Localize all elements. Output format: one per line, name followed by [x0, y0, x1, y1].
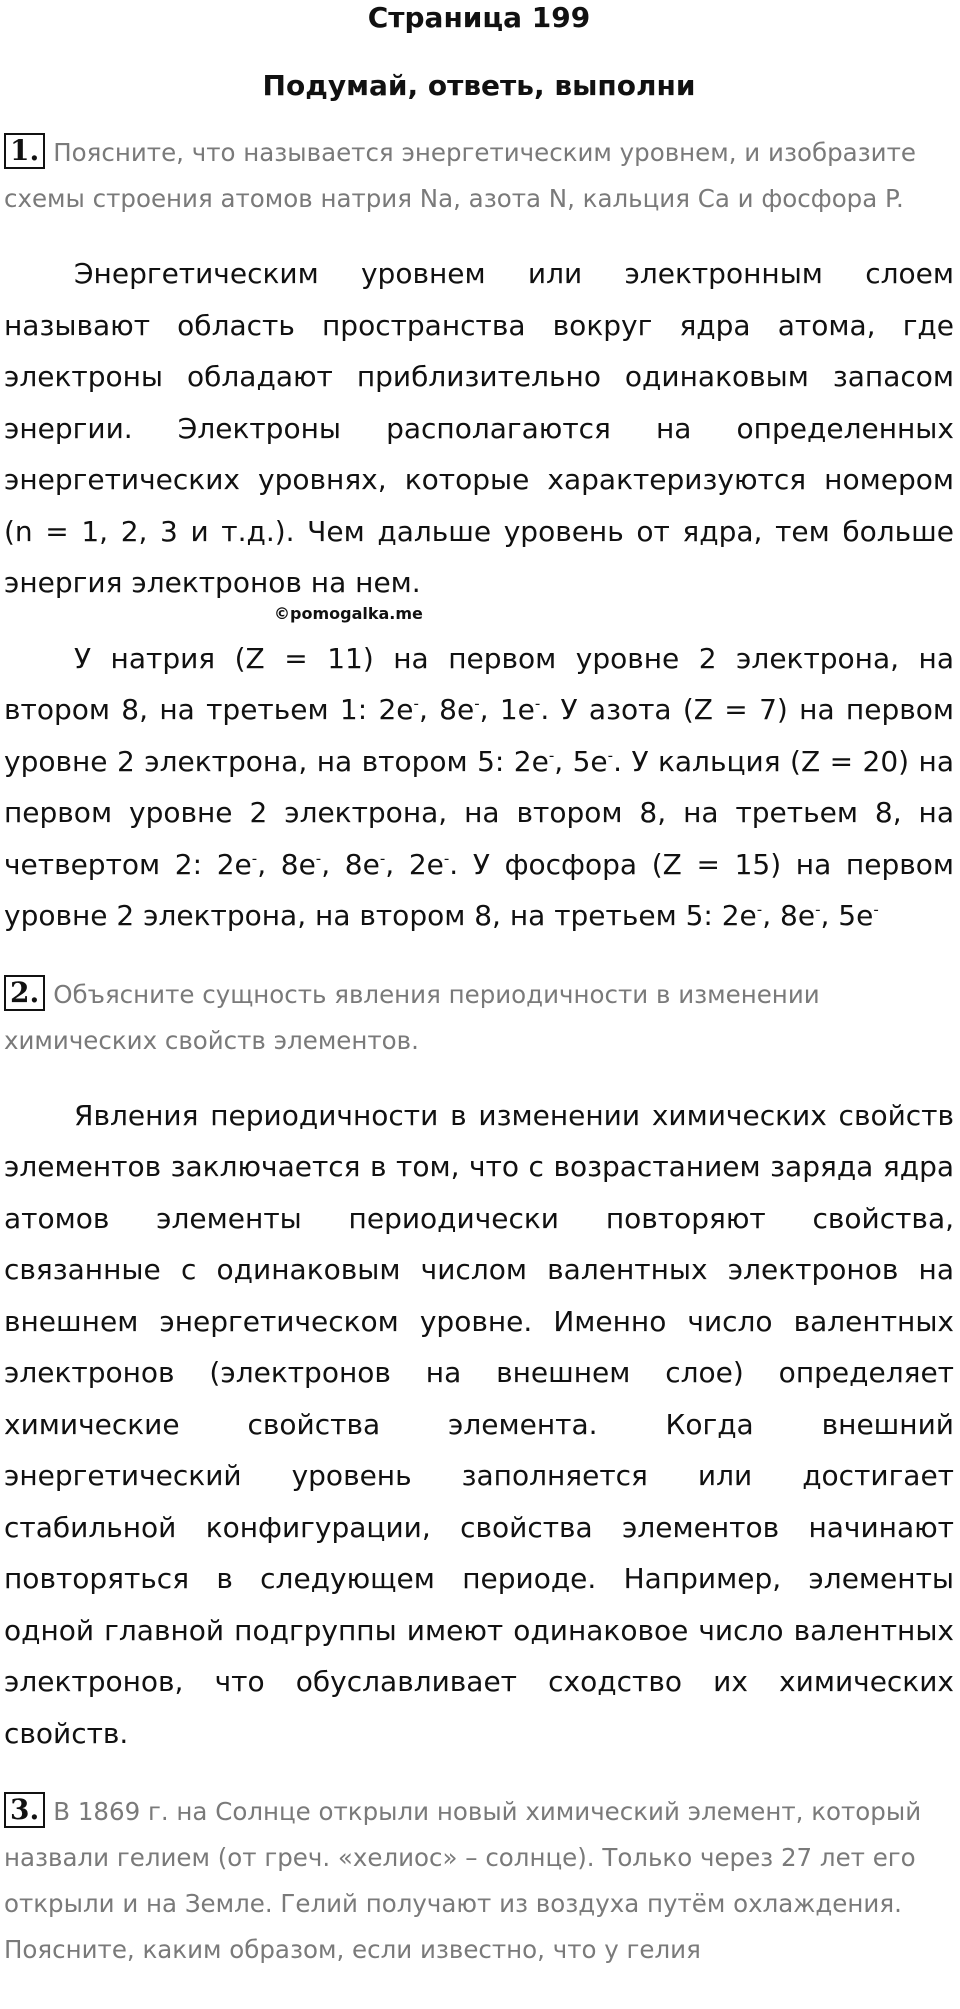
task-3-question: [4, 1789, 954, 1973]
charge-sign: -: [379, 849, 386, 868]
task-1-question: [4, 130, 954, 222]
answer-text: , 1e: [479, 693, 535, 726]
charge-sign: -: [413, 694, 419, 713]
answer-text: . У азота (Z = 7) на первом уровне 2 электрона, на втором 5: 2e: [4, 693, 954, 778]
charge-sign: -: [548, 746, 555, 765]
page-title: Страница 199: [367, 1, 591, 34]
task-3-question-text: В 1869 г. на Солнце открыли новый химический элемент, который назвали гелием (от греч. «хелиос» – солнце). Только через 27 лет его открыли и на Земле. Гелий получают из воздуха путём охлаждения. Поясните, каким образом, если известно, что у гелия: [4, 1797, 922, 1964]
answer-text: , 5e: [554, 744, 608, 778]
charge-sign: -: [607, 746, 614, 765]
task-3-number: 3.: [4, 1792, 45, 1828]
task-2-number: 2.: [4, 975, 45, 1011]
task-2-answer: Явления периодичности в изменении химических свойств элементов заключается в том, что с возрастанием заряда ядра атомов элементы периодически повторяют свойства, связанные с одинаковым числом валентных электронов на внешнем энергетическом уровне. Именно число валентных электронов (электронов на внешнем слое) определяет химические свойства элемента. Когда внешний энергетический уровень заполняется или достигает стабильной конфигурации, свойства элементов начинают повторяться в следующем периоде. Например, элементы одной главной подгруппы имеют одинаковое число валентных электронов, что обуславливает сходство их химических свойств.: [4, 1098, 954, 1750]
section-title: Подумай, ответь, выполни: [262, 69, 696, 102]
charge-sign: -: [474, 694, 480, 713]
charge-sign: -: [873, 900, 879, 919]
task-1-question-text: Поясните, что называется энергетическим уровнем, и изобразите схемы строения атомов натрия Na, азота N, кальция Ca и фосфора P.: [4, 138, 916, 213]
answer-text: , 8e: [762, 899, 816, 932]
task-1-answer-paragraph-1: Энергетическим уровнем или электронным слоем называют область пространства вокруг ядра атома, где электроны обладают приблизительно одинаковым запасом энергии. Электроны располагаются на определенных энергетических уровнях, которые характеризуются номером (n = 1, 2, 3 и т.д.). Чем дальше уровень от ядра, тем больше энергия электронов на нем.: [4, 257, 954, 599]
charge-sign: -: [443, 849, 450, 868]
charge-sign: -: [315, 849, 322, 868]
charge-sign: -: [815, 900, 821, 919]
answer-text: , 5e: [820, 899, 874, 932]
charge-sign: -: [534, 694, 541, 713]
answer-text: . У кальция (Z = 20) на первом уровне 2 электрона, на втором 8, на третьем 8, на четвертом 2: 2e: [4, 744, 955, 881]
answer-text: У натрия (Z = 11) на первом уровне 2 электрона, на втором 8, на третьем 1: 2e: [4, 641, 954, 726]
answer-text: , 8e: [257, 847, 316, 881]
task-1-answer-paragraph-2: [4, 633, 954, 942]
answer-text: . У фосфора (Z = 15) на первом уровне 2 электрона, на втором 8, на третьем 5: 2e: [4, 847, 954, 932]
watermark: ©pomogalka.me: [274, 603, 423, 623]
answer-text: , 8e: [321, 847, 380, 881]
answer-text: , 2e: [385, 847, 444, 881]
answer-text: , 8e: [418, 693, 475, 726]
task-2-question: [4, 972, 954, 1064]
task-2-question-text: Объясните сущность явления периодичности в изменении химических свойств элементов.: [4, 979, 820, 1055]
charge-sign: -: [756, 900, 763, 919]
task-1-number: 1.: [4, 133, 45, 169]
charge-sign: -: [251, 849, 258, 868]
